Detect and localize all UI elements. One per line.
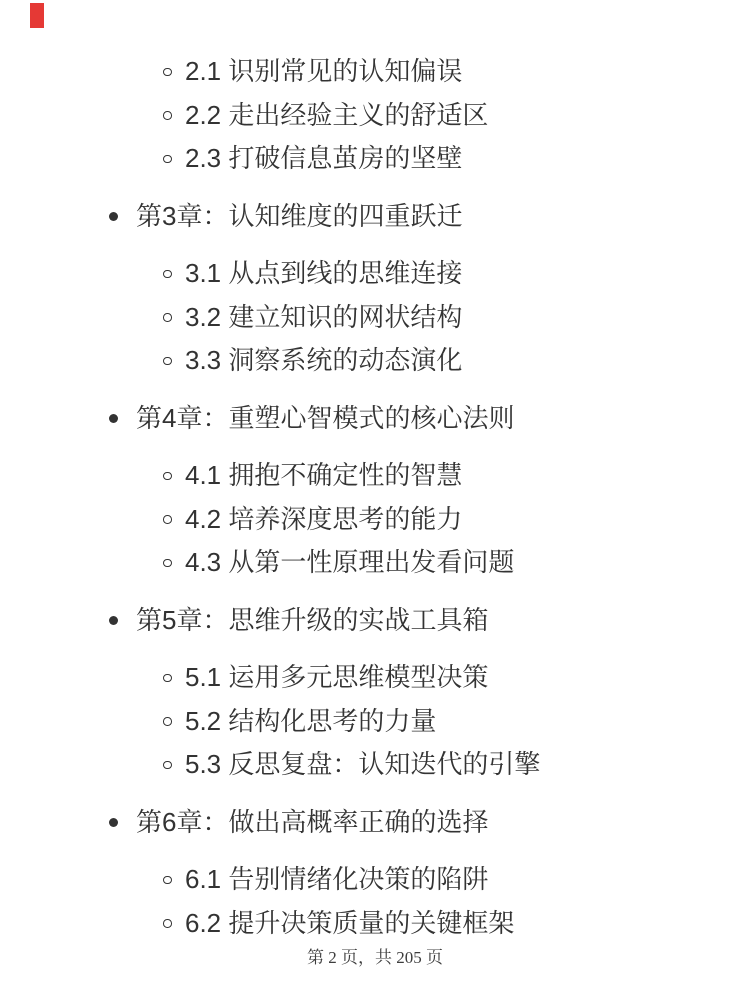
- toc-chapter-item: 第3章：认知维度的四重跃迁: [0, 195, 750, 239]
- chapter-subitem-list: [0, 656, 750, 787]
- toc-subitem: 3.3 洞察系统的动态演化: [0, 339, 750, 383]
- toc-chapter-item: 第5章：思维升级的实战工具箱: [0, 599, 750, 643]
- toc-subitem: 4.3 从第一性原理出发看问题: [0, 541, 750, 585]
- toc-chapter-item: 第6章：做出高概率正确的选择: [0, 801, 750, 845]
- chapter-title-list: [0, 801, 750, 845]
- chapter-title-list: [0, 599, 750, 643]
- chapter-subitem-list: [0, 252, 750, 383]
- toc-subitem: 4.2 培养深度思考的能力: [0, 498, 750, 542]
- toc-chapters: [0, 195, 750, 946]
- toc-subitem: 3.2 建立知识的网状结构: [0, 296, 750, 340]
- chapter2-subitem-list: [0, 50, 750, 181]
- toc-chapter-item: 第4章：重塑心智模式的核心法则: [0, 397, 750, 441]
- red-caret-mark: [30, 3, 44, 28]
- toc-subitem: 2.1 识别常见的认知偏误: [0, 50, 750, 94]
- chapter-subitem-list: [0, 858, 750, 945]
- toc-subitem: 3.1 从点到线的思维连接: [0, 252, 750, 296]
- toc-subitem: 5.1 运用多元思维模型决策: [0, 656, 750, 700]
- toc-subitem: 5.2 结构化思考的力量: [0, 700, 750, 744]
- toc-subitem: 5.3 反思复盘：认知迭代的引擎: [0, 743, 750, 787]
- toc-subitem: 6.2 提升决策质量的关键框架: [0, 902, 750, 946]
- toc-subitem: 4.1 拥抱不确定性的智慧: [0, 454, 750, 498]
- chapter-title-list: [0, 397, 750, 441]
- toc-subitem: 6.1 告别情绪化决策的陷阱: [0, 858, 750, 902]
- page-number-footer: 第 2 页，共 205 页: [307, 948, 443, 967]
- chapter-subitem-list: [0, 454, 750, 585]
- chapter-title-list: [0, 195, 750, 239]
- toc-subitem: 2.3 打破信息茧房的坚壁: [0, 137, 750, 181]
- toc-subitem: 2.2 走出经验主义的舒适区: [0, 94, 750, 138]
